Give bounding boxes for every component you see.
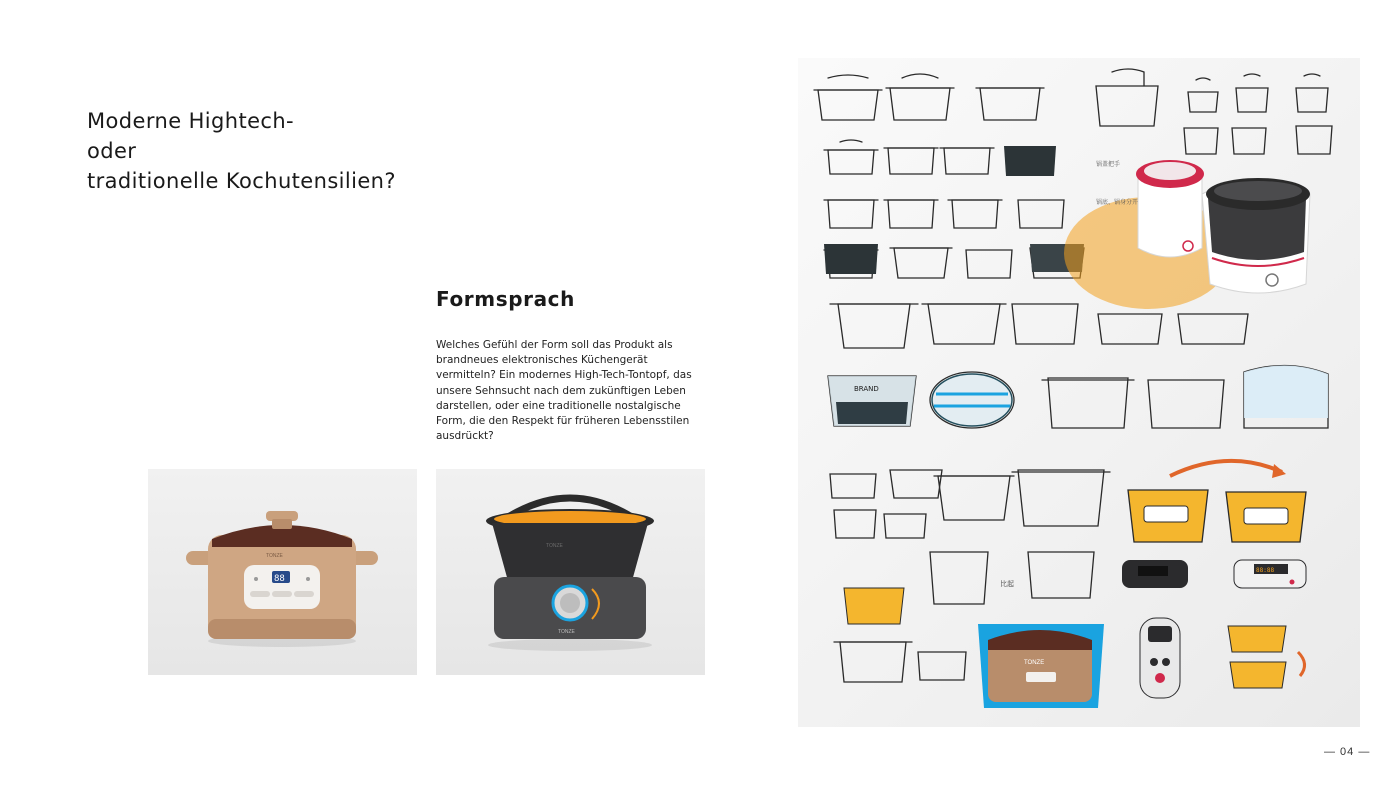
product-photo-beige-cooker bbox=[148, 469, 417, 675]
sketch-small-note: 比起 bbox=[1000, 580, 1014, 588]
left-brand-label: TONZE bbox=[266, 553, 283, 559]
page-number: — 04 — bbox=[1324, 746, 1371, 758]
headline-line-1: Moderne Hightech- bbox=[87, 109, 295, 133]
right-base-brand: TONZE bbox=[558, 629, 575, 635]
section-title: Formsprach bbox=[436, 287, 575, 311]
section-body: Welches Gefühl der Form soll das Produkt als brandneues elektronisches Küchengerät vermitteln? Ein modernes High-Tech-Tontopf, das unsere Sehnsucht nach dem zukünftigen Leben darstellen, oder eine traditionelle nostalgische Form, die den Respekt für früheren Lebensstilen ausdrückt? bbox=[436, 339, 692, 443]
sketch-note-lid-handle: 锅盖把手 bbox=[1096, 161, 1121, 168]
headline-line-3: traditionelle Kochutensilien? bbox=[87, 169, 396, 193]
page-headline bbox=[87, 106, 396, 196]
sketch-note-separate-body: 锅底、锅身分开 bbox=[1096, 199, 1139, 206]
sketch-panel-display: 88:88 bbox=[1256, 567, 1275, 574]
left-display-digits: 88 bbox=[274, 574, 285, 584]
design-sketch-sheet bbox=[798, 58, 1360, 727]
sketch-brand-word: BRAND bbox=[854, 385, 879, 393]
headline-line-2: oder bbox=[87, 139, 137, 163]
right-pot-brand: TONZE bbox=[546, 543, 563, 549]
product-photo-grey-cooker bbox=[436, 469, 705, 675]
sketch-cooker-brand: TONZE bbox=[1024, 660, 1045, 666]
